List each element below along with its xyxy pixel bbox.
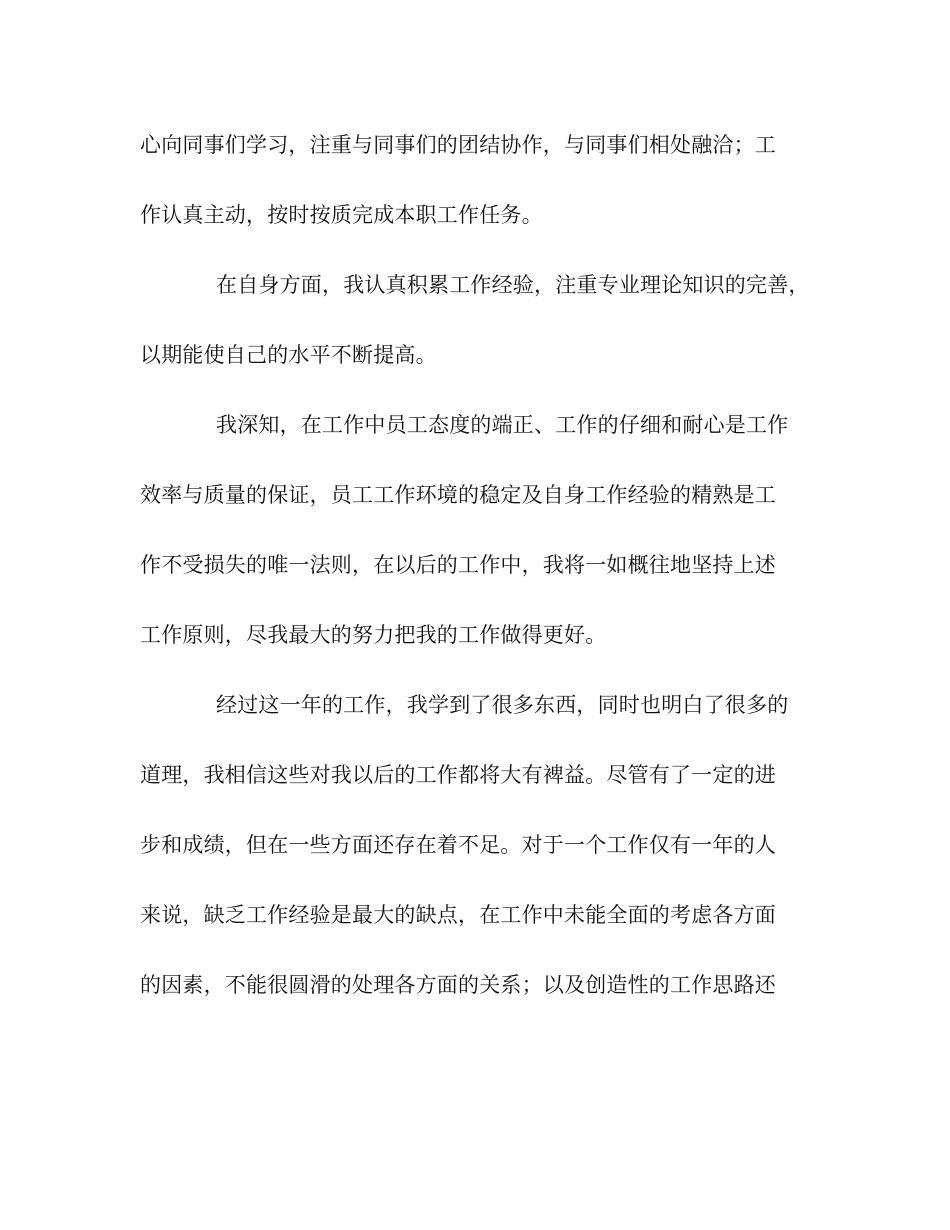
text-line: 作不受损失的唯一法则，在以后的工作中，我将一如概往地坚持上述 [140, 553, 776, 577]
text-line: 心向同事们学习，注重与同事们的团结协作，与同事们相处融洽；工 [140, 133, 776, 157]
text-line: 来说，缺乏工作经验是最大的缺点，在工作中未能全面的考虑各方面 [140, 903, 776, 927]
document-body [140, 118, 820, 1028]
text-line: 效率与质量的保证，员工工作环境的稳定及自身工作经验的精熟是工 [140, 483, 776, 507]
text-line: 道理，我相信这些对我以后的工作都将大有裨益。尽管有了一定的进 [140, 763, 776, 787]
paragraph-start-line: 经过这一年的工作，我学到了很多东西，同时也明白了很多的 [216, 693, 789, 717]
text-line: 作认真主动，按时按质完成本职工作任务。 [140, 203, 543, 227]
text-line: 以期能使自己的水平不断提高。 [140, 343, 437, 367]
text-line: 的因素，不能很圆滑的处理各方面的关系；以及创造性的工作思路还 [140, 973, 776, 997]
text-line: 步和成绩，但在一些方面还存在着不足。对于一个工作仅有一年的人 [140, 833, 776, 857]
paragraph-start-line: 我深知，在工作中员工态度的端正、工作的仔细和耐心是工作 [216, 413, 789, 437]
paragraph-start-line: 在自身方面，我认真积累工作经验，注重专业理论知识的完善， [216, 273, 810, 297]
text-line: 工作原则，尽我最大的努力把我的工作做得更好。 [140, 623, 607, 647]
